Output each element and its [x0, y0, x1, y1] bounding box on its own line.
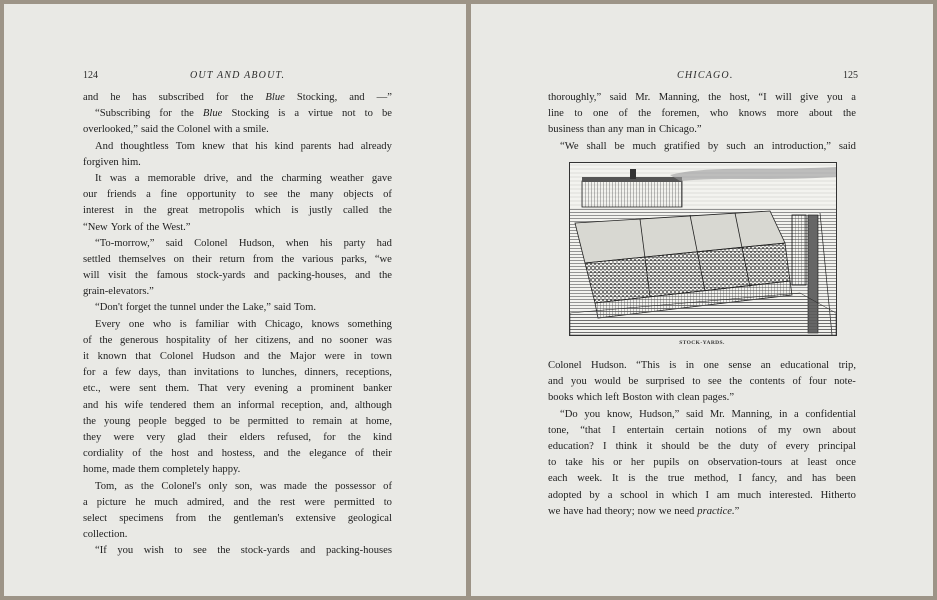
text-line: our friends a fine opportunity to see the many objects of [83, 189, 392, 201]
text-line: Colonel Hudson. “This is in one sense an educational trip, [548, 360, 856, 371]
text-line: forgiven him. [83, 156, 141, 168]
text-line: “We shall be much gratified by such an introduction,” said [560, 140, 856, 152]
text-line: etc., were sent them. That very evening a prominent banker [83, 383, 392, 395]
running-head-left: OUT AND ABOUT. [190, 70, 286, 81]
text-line: and he has subscribed for the Blue Stocking, and —” [83, 92, 392, 103]
text-line: grain-elevators.” [83, 286, 154, 298]
text-line: education? I think it should be the duty of every principal [548, 440, 856, 452]
text-line: overlooked,” said the Colonel with a smile. [83, 124, 269, 136]
text-line: “If you wish to see the stock-yards and packing-houses [95, 545, 392, 557]
right-page-body-bottom [548, 358, 856, 520]
text-line: to take his or her pupils on observation-tours at least once [548, 457, 856, 469]
text-line: “Subscribing for the Blue Stocking is a virtue not to be [95, 108, 392, 120]
text-line: “Do you know, Hudson,” said Mr. Manning, in a confidential [560, 408, 856, 420]
text-line: it known that Colonel Hudson and the Major were in town [83, 351, 392, 362]
page-number-right: 125 [843, 70, 858, 81]
text-line: business than any man in Chicago.” [548, 124, 702, 136]
text-line: will visit the famous stock-yards and packing-houses, and the [83, 270, 392, 282]
text-line: home, made them completely happy. [83, 464, 241, 476]
text-line: “Don't forget the tunnel under the Lake,” said Tom. [95, 302, 316, 314]
text-line: they were very glad their elders refused, for the kind [83, 431, 392, 443]
text-line: interest in the great metropolis which is justly called the [83, 205, 392, 217]
text-line: and you would be surprised to see the contents of four note- [548, 376, 856, 388]
text-line: cordiality of the host and hostess, and the elegance of their [83, 448, 392, 460]
text-line: Tom, as the Colonel's only son, was made the possessor of [95, 480, 392, 492]
text-line: and his wife tendered them an informal reception, and, although [83, 399, 392, 411]
figure-caption: STOCK-YARDS. [679, 340, 725, 346]
text-line: Every one who is familiar with Chicago, knows something [95, 318, 392, 330]
text-line: each week. It is the true method, I fancy, and has been [548, 473, 856, 485]
running-head-right: CHICAGO. [677, 70, 734, 81]
text-line: we have had theory; now we need practice.” [548, 505, 740, 517]
right-page [471, 4, 933, 596]
stock-yards-engraving [570, 163, 836, 335]
text-line: “To-morrow,” said Colonel Hudson, when his party had [95, 237, 392, 249]
text-line: the young people begged to be permitted to remain at home, [83, 415, 392, 427]
text-line: select specimens from the gentleman's extensive geological [83, 512, 392, 524]
text-line: for a few days, than invitations to lunches, dinners, receptions, [83, 367, 392, 379]
text-line: And thoughtless Tom knew that his kind parents had already [95, 140, 392, 152]
stock-yards-illustration [569, 162, 837, 336]
text-line: “New York of the West.” [83, 221, 191, 233]
text-line: thoroughly,” said Mr. Manning, the host, “I will give you a [548, 92, 856, 103]
text-line: books which left Boston with clean pages.” [548, 392, 735, 404]
text-line: It was a memorable drive, and the charming weather gave [95, 172, 392, 184]
left-page [4, 4, 466, 596]
page-number-left: 124 [83, 70, 98, 81]
text-line: of the generous hospitality of her citizens, and no sooner was [83, 334, 392, 346]
text-line: collection. [83, 529, 128, 541]
text-line: adopted by a school in which I am much interested. Hitherto [548, 489, 856, 501]
text-line: tone, “that I entertain certain notions of my own about [548, 424, 856, 436]
text-line: settled themselves on their return from the various parks, “we [83, 253, 392, 265]
left-page-body [83, 90, 392, 559]
text-line: a picture he much admired, and the rest were permitted to [83, 496, 392, 508]
text-line: line to one of the foremen, who knows more about the [548, 108, 856, 120]
right-page-body-top [548, 90, 856, 155]
